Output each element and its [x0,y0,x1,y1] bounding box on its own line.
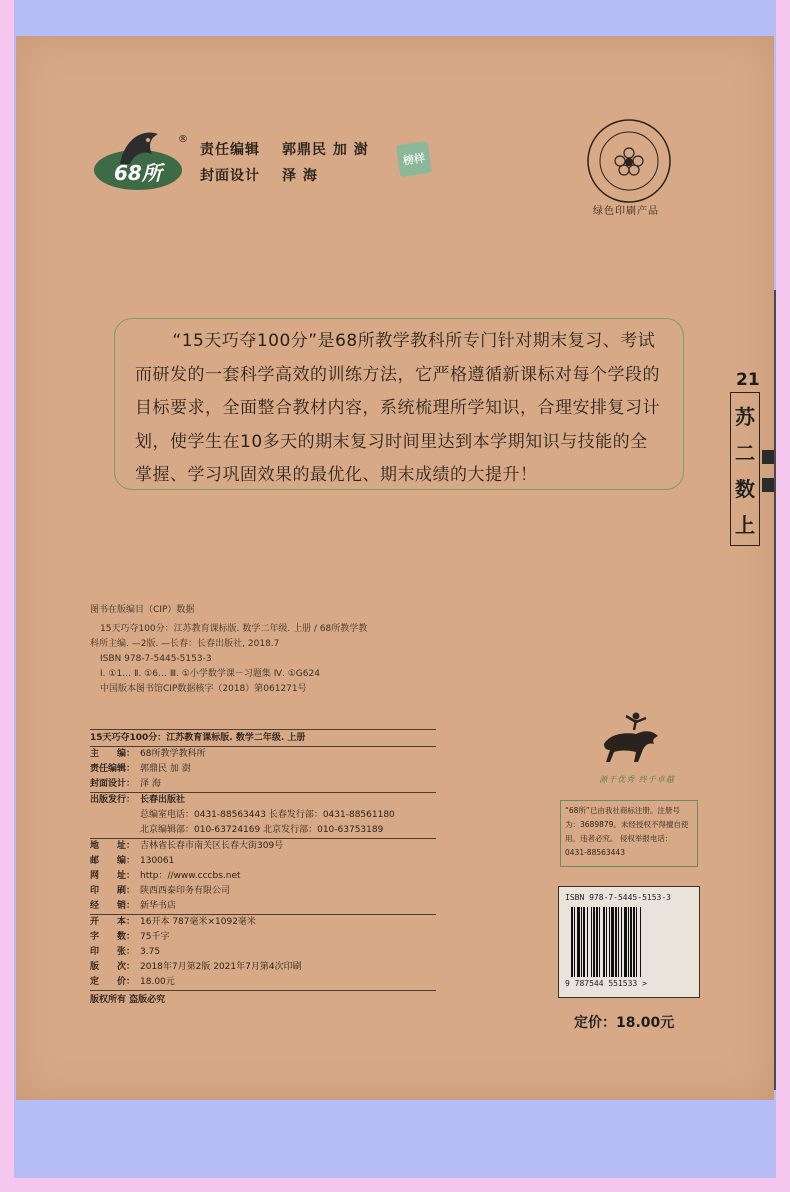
horse-rider-icon [596,704,666,766]
description-box [114,318,684,490]
imprint-row: 封面设计： 泽 海 [90,779,161,789]
environmental-seal-icon [586,118,672,204]
cip-title: 图书在版编目（CIP）数据 [90,605,195,615]
imprint-row: 定 价： 18.00元 [90,977,175,987]
imprint-rights: 版权所有 盗版必究 [90,995,166,1005]
series-char: 上 [735,512,755,537]
credit-label: 封面设计 [200,168,260,184]
imprint-phone: 北京编辑部：010-63724169 北京发行部：010-63753189 [140,825,384,835]
isbn-barcode [558,886,700,998]
imprint-row: 责任编辑： 郭鼎民 加 澍 [90,764,191,774]
imprint-row: 印 刷： 陕西西泰印务有限公司 [90,886,231,896]
frame-bottom [0,1178,790,1192]
imprint-row: 地 址： 吉林省长春市南关区长春大街309号 [90,841,284,851]
cip-line: 中国版本图书馆CIP数据核字（2018）第061271号 [100,684,307,694]
imprint-book-title: 15天巧夺100分：江苏教育课标版. 数学二年级. 上册 [90,733,306,743]
series-char: 数 [735,476,755,501]
spine-edge [774,290,776,1090]
credit-row-editor [200,137,369,163]
credit-value: 泽 海 [282,168,318,184]
logo-text: 68所 [114,161,162,185]
isbn-top-text: ISBN 978-7-5445-5153-3 [565,893,671,902]
imprint-row: 邮 编： 130061 [90,856,175,866]
registered-mark: ® [178,134,188,145]
credits [200,137,369,189]
frame-left [0,0,14,1192]
imprint-row: 版 次： 2018年7月第2版 2021年7月第4次印刷 [90,962,302,972]
frame-right [776,0,790,1192]
description-text: “15天巧夺100分”是68所教学教科所专门针对期末复习、考试而研发的一套科学高效的训练方法，它严格遵循新课标对每个学段的目标要求，全面整合教材内容，系统梳理所学知识，合理安排复习计划，使学生在10多天的期末复习时间里达到本学期知识与技能的全掌握、学习巩固效果的最优化、期末成绩的大提升！ [135,331,660,485]
series-number: 21 [736,370,760,390]
imprint-row: 字 数： 75千字 [90,932,170,942]
slogan: 源于优秀 终于卓越 [599,775,675,784]
imprint-row: 网 址： http：//www.cccbs.net [90,871,241,881]
imprint-row: 主 编： 68所教学教科所 [90,749,206,759]
stamp-badge: 榜样 [396,141,432,177]
series-tag [730,392,760,546]
imprint-row: 印 张： 3.75 [90,947,161,957]
imprint-row: 经 销： 新华书店 [90,901,177,911]
cip-line: 科所主编. —2版. —长春：长春出版社, 2018.7 [90,639,280,649]
imprint-row: 开 本： 16开本 787毫米×1092毫米 [90,917,256,927]
cip-line: Ⅰ. ①1… Ⅱ. ①6… Ⅲ. ①小学数学课－习题集 Ⅳ. ①G624 [100,669,320,679]
credit-row-cover [200,163,369,189]
price-label: 定价：18.00元 [574,1015,675,1031]
credit-value: 郭鼎民 加 澍 [282,142,369,158]
series-char: 苏 [735,404,755,429]
credit-label: 责任编辑 [200,142,260,158]
imprint-phone: 总编室电话：0431-88563443 长春发行部：0431-88561180 [140,810,395,820]
cip-line: ISBN 978-7-5445-5153-3 [100,654,212,664]
cip-block [90,603,450,697]
brand-logo-icon [90,120,190,200]
trademark-notice: “68所”已由我社商标注册。注册号为：3689879。未经授权不得擅自使用。违者必究。 侵权举报电话：0431-88563443 [560,800,698,867]
green-print-label: 绿色印刷产品 [593,206,659,217]
spine-tab [762,478,774,492]
cip-line: 15天巧夺100分：江苏教育课标版. 数学二年级. 上册 / 68所教学教 [100,624,368,634]
series-char: 二 [735,440,755,465]
spine-tab [762,450,774,464]
isbn-bottom-text: 9 787544 551533 > [565,979,647,988]
imprint-row: 出版发行： 长春出版社 [90,795,186,805]
barcode-bars-icon [571,907,689,977]
imprint-table [90,729,436,1009]
